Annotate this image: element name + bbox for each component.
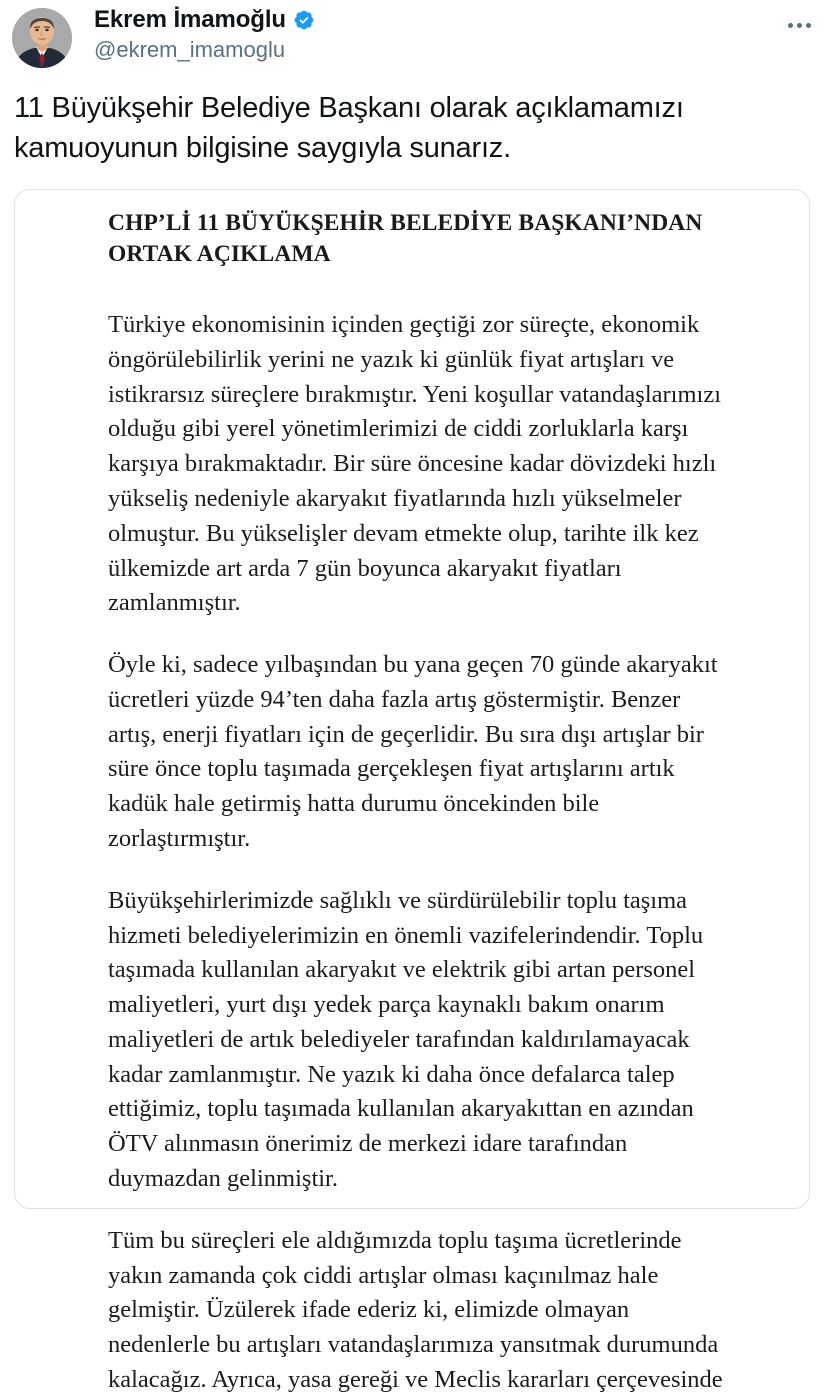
document-paragraph: Öyle ki, sadece yılbaşından bu yana geçen 70 günde akaryakıt ücretleri yüzde 94’ten daha fazla artış göstermiştir. Benzer artış, enerji fiyatları için de geçerlidir. Bu sıra dışı artışlar bir süre önce toplu taşımada gerçekleşen fiyat artışlarını artık kadük hale getirmiş hatta durumu öncekinden bile zorlaştırmıştır. [108, 651, 718, 852]
verified-badge-icon [293, 9, 315, 31]
more-horizontal-icon-dot-3 [806, 23, 811, 28]
document-paragraph: Türkiye ekonomisinin içinden geçtiği zor süreçte, ekonomik öngörülebilirlik yerini ne yazık ki günlük fiyat artışları ve istikrarsız süreçlere bırakmıştır. Yeni koşullar vatandaşlarımızı olduğu gibi yerel yönetimlerimizi de ciddi zorluklarla karşı karşıya bırakmaktadır. Bir süre öncesine kadar dövizdeki hızlı yükseliş nedeniyle akaryakıt fiyatlarında hızlı yükselmeler olmuştur. Bu yükselişler devam etmekte olup, tarihte ilk kez ülkemizde art arda 7 gün boyunca akaryakıt fiyatları zamlanmıştır. [108, 311, 722, 617]
document-paragraph: Büyükşehirlerimizde sağlıklı ve sürdürülebilir toplu taşıma hizmeti belediyelerimizin en önemli vazifelerindendir. Toplu taşımada kullanılan akaryakıt ve elektrik gibi artan personel maliyetleri, yurt dışı yedek parça kaynaklı bakım onarım maliyetleri de artık belediyeler tarafından kaldırılamayacak kadar zamlanmıştır. Ne yazık ki daha önce defalarca talep ettiğimiz, toplu taşımada kullanılan akaryakıttan en azından ÖTV alınmasın önerimiz de merkezi idare tarafından duymazdan gelinmiştir. [108, 886, 704, 1192]
author-display-name[interactable]: Ekrem İmamoğlu [94, 6, 286, 33]
profile-photo-avatar-icon [12, 8, 72, 68]
display-name-row [94, 8, 782, 32]
document-content [15, 190, 809, 1398]
more-horizontal-icon-dot-1 [788, 23, 793, 28]
avatar[interactable] [12, 8, 72, 68]
author-handle[interactable]: @ekrem_imamoglu [94, 37, 286, 62]
tweet-text: 11 Büyükşehir Belediye Başkanı olarak açıklamamızı kamuoyunun bilgisine saygıyla sunarız. [14, 92, 684, 165]
document-title: CHP’Lİ 11 BÜYÜKŞEHİR BELEDİYE BAŞKANI’NDAN ORTAK AÇIKLAMA [108, 210, 703, 268]
more-options-button[interactable] [782, 10, 816, 40]
attached-document-card[interactable] [14, 189, 810, 1393]
more-horizontal-icon-dot-2 [797, 23, 802, 28]
tweet-header [0, 0, 830, 72]
document-paragraph: Tüm bu süreçleri ele aldığımızda toplu taşıma ücretlerinde yakın zamanda çok ciddi artışlar olması kaçınılmaz hale gelmiştir. Üzülerek ifade ederiz ki, elimizde olmayan nedenlerle bu artışları vatandaşlarımıza yansıtmak durumunda kalacağız. Ayrıca, yasa gereği ve Meclis kararları çerçevesinde [108, 1226, 723, 1393]
author-block [94, 6, 782, 61]
